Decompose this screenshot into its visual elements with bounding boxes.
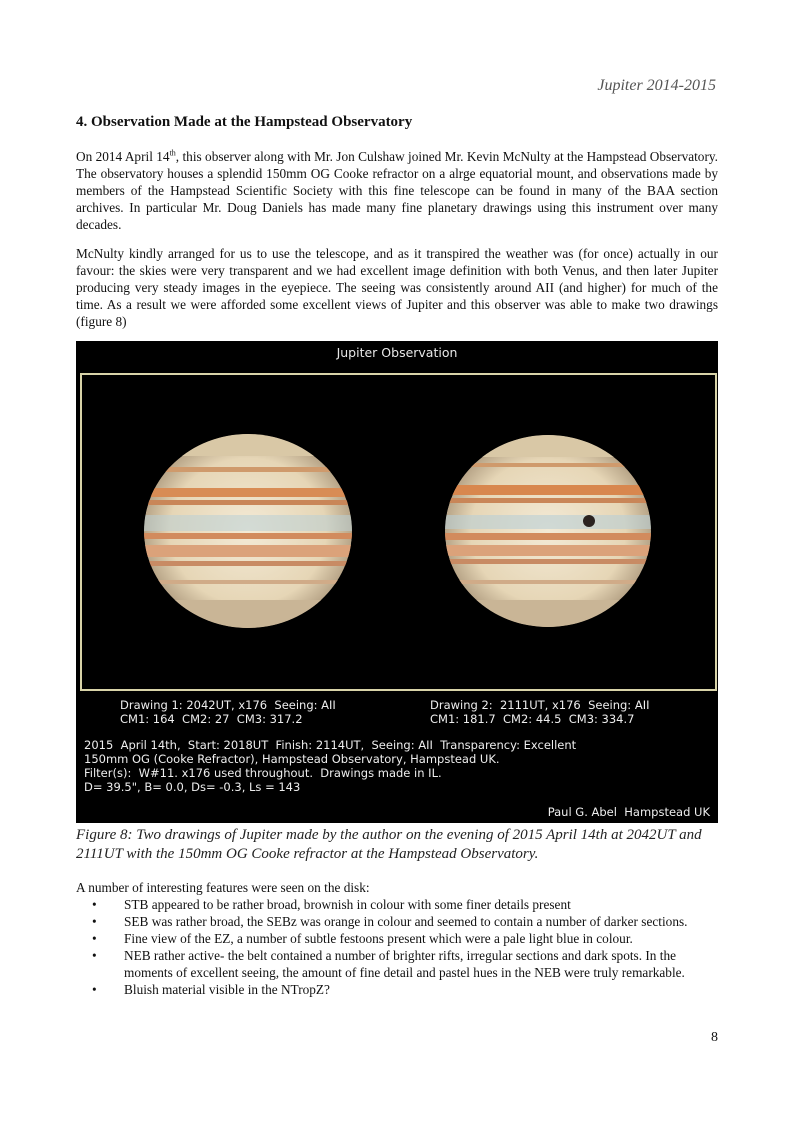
list-item-text: Bluish material visible in the NTropZ? xyxy=(124,982,330,997)
drawing-1-info: Drawing 1: 2042UT, x176 Seeing: AII xyxy=(120,698,336,712)
paragraph-1-start: On 2014 April 14 xyxy=(76,149,170,164)
list-item xyxy=(92,981,722,998)
ordinal-superscript: th xyxy=(169,148,176,158)
list-item-text: SEB was rather broad, the SEBz was orange in colour and seemed to contain a number of darker sections. xyxy=(124,914,688,929)
bullet: • xyxy=(92,948,97,963)
drawing-1-cm: CM1: 164 CM2: 27 CM3: 317.2 xyxy=(120,712,303,726)
section-title: 4. Observation Made at the Hampstead Observatory xyxy=(76,114,413,130)
running-header: Jupiter 2014-2015 xyxy=(597,77,716,94)
list-item xyxy=(92,947,722,981)
drawing-2-cm: CM1: 181.7 CM2: 44.5 CM3: 334.7 xyxy=(430,712,635,726)
bullet: • xyxy=(92,914,97,929)
paragraph-1 xyxy=(76,148,718,233)
author-credit: Paul G. Abel Hampstead UK xyxy=(547,805,710,819)
observation-date-line: 2015 April 14th, Start: 2018UT Finish: 2114UT, Seeing: AII Transparency: Excellent xyxy=(84,738,577,752)
figure-title: Jupiter Observation xyxy=(336,345,458,360)
paragraph-1-rest: , this observer along with Mr. Jon Culshaw joined Mr. Kevin McNulty at the Hampstead Observatory. The observatory houses a splendid 150mm OG Cooke refractor on a alrge equatorial mount, and observations made by members of the Hampstead Scientific Society with this fine telescope can be found in many of the BAA section archives. In particular Mr. Doug Daniels has made many fine planetary drawings using this instrument over many decades. xyxy=(76,149,718,232)
list-item xyxy=(92,896,722,913)
features-intro: A number of interesting features were seen on the disk: xyxy=(76,880,370,895)
list-item xyxy=(92,913,722,930)
jupiter-figure xyxy=(76,341,718,823)
page-number: 8 xyxy=(711,1030,718,1045)
bullet: • xyxy=(92,982,97,997)
features-list xyxy=(92,896,722,998)
telescope-line: 150mm OG (Cooke Refractor), Hampstead Observatory, Hampstead UK. xyxy=(84,752,500,766)
paragraph-2: McNulty kindly arranged for us to use the telescope, and as it transpired the weather was (for once) actually in our favour: the skies were very transparent and we had excellent image definition with both Venus, and then later Jupiter producing very steady images in the eyepiece. The seeing was consistently around AII (and higher) for much of the time. As a result we were afforded some excellent views of Jupiter and this observer was able to make two drawings (figure 8) xyxy=(76,246,718,329)
drawing-2-info: Drawing 2: 2111UT, x176 Seeing: AII xyxy=(430,698,650,712)
drawing-frame xyxy=(80,373,717,691)
bullet: • xyxy=(92,931,97,946)
filter-line: Filter(s): W#11. x176 used throughout. Drawings made in IL. xyxy=(84,766,442,780)
list-item xyxy=(92,930,722,947)
bullet: • xyxy=(92,897,97,912)
list-item-text: STB appeared to be rather broad, brownish in colour with some finer details present xyxy=(124,897,571,912)
jupiter-drawing-2 xyxy=(442,435,654,630)
figure-caption: Figure 8: Two drawings of Jupiter made by the author on the evening of 2015 April 14th at 2042UT and 2111UT with the 150mm OG Cooke refractor at the Hampstead Observatory. xyxy=(76,827,702,862)
jupiter-drawing-1 xyxy=(142,434,354,630)
list-item-text: Fine view of the EZ, a number of subtle festoons present which were a pale light blue in colour. xyxy=(124,931,633,946)
ephemeris-line: D= 39.5", B= 0.0, Ds= -0.3, Ls = 143 xyxy=(84,780,301,794)
jupiter-drawings xyxy=(82,375,715,689)
moon-shadow xyxy=(583,515,595,527)
list-item-text: NEB rather active- the belt contained a number of brighter rifts, irregular sections and dark spots. In the moments of excellent seeing, the amount of fine detail and pastel hues in the NEB were truly remarkable. xyxy=(124,948,685,980)
